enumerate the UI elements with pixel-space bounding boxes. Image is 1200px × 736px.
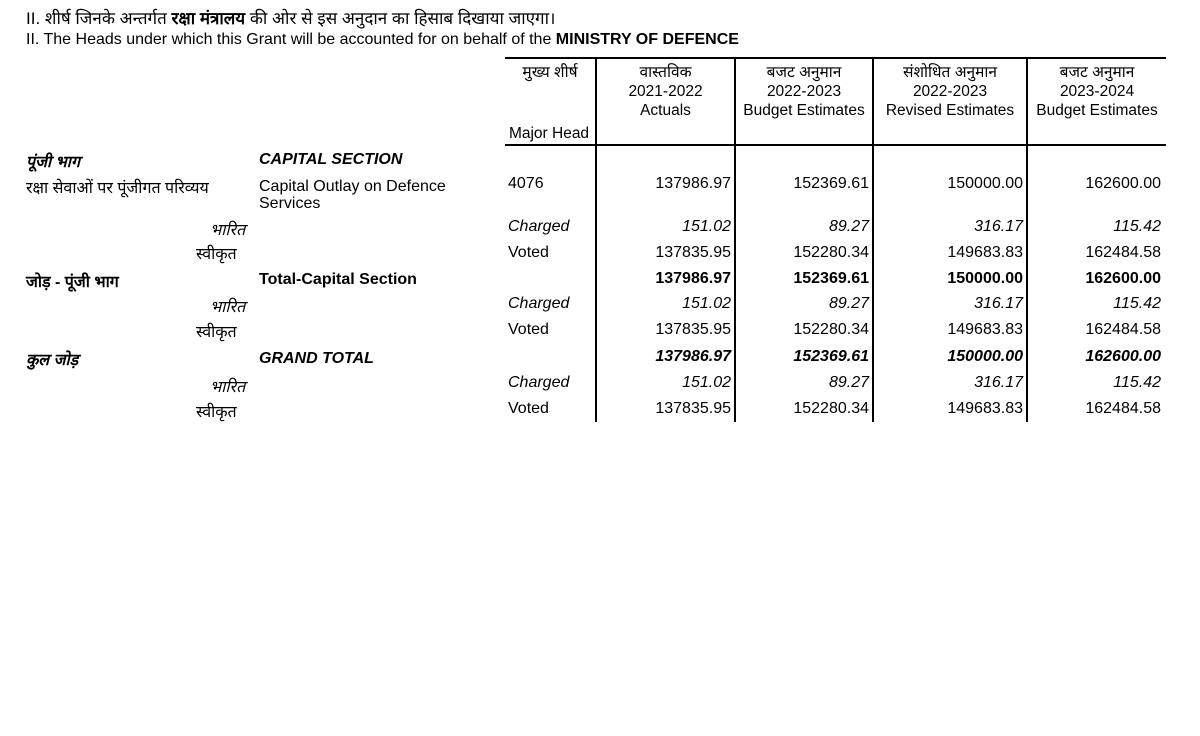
grand-voted-re-2022: 149683.83 (947, 400, 1023, 417)
total-be-2023: 162600.00 (1085, 270, 1161, 287)
outlay-charged-hi: भारित (210, 222, 246, 239)
total-capital-hi: जोड़ - पूंजी भाग (26, 274, 119, 291)
grand-charged-re-2022: 316.17 (974, 374, 1023, 391)
outlay-voted-be-2022: 152280.34 (793, 244, 869, 261)
col-header-en: Actuals (640, 102, 691, 119)
total-voted-hi: स्वीकृत (196, 324, 237, 341)
grand-be-2022: 152369.61 (793, 348, 869, 365)
total-charged-re-2022: 316.17 (974, 295, 1023, 312)
col-header-en: Budget Estimates (743, 102, 865, 119)
outlay-label-hi: रक्षा सेवाओं पर पूंजीगत परिव्यय (26, 180, 209, 197)
outlay-charged-be-2023: 115.42 (1113, 218, 1161, 235)
total-charged-be-2022: 89.27 (828, 295, 869, 312)
total-be-2022: 152369.61 (793, 270, 869, 287)
intro-english-prefix: II. The Heads under which this Grant will be accounted for on behalf of the (26, 31, 556, 48)
total-voted-re-2022: 149683.83 (947, 321, 1023, 338)
grand-charged-hi: भारित (210, 379, 246, 396)
col-header-year: 2022-2023 (766, 83, 842, 100)
col-header-en: Budget Estimates (1036, 102, 1158, 119)
col-header-en: Revised Estimates (885, 102, 1015, 119)
total-charged-be-2023: 115.42 (1113, 295, 1161, 312)
outlay-voted-re-2022: 149683.83 (947, 244, 1023, 261)
outlay-charged-re-2022: 316.17 (974, 218, 1023, 235)
total-voted-actuals: 137835.95 (655, 321, 731, 338)
col-header-year: 2022-2023 (912, 83, 988, 100)
major-head-en: Major Head (508, 125, 590, 142)
col-header-actuals (597, 63, 734, 120)
grand-charged-actuals: 151.02 (682, 374, 731, 391)
total-charged-en: Charged (508, 295, 570, 312)
outlay-label-en-2: Services (259, 195, 321, 212)
intro-hindi-bold: रक्षा मंत्रालय (171, 9, 246, 28)
col-header-year: 2021-2022 (628, 83, 703, 100)
outlay-voted-be-2023: 162484.58 (1085, 244, 1161, 261)
intro-english (26, 31, 739, 49)
total-voted-be-2023: 162484.58 (1085, 321, 1161, 338)
grand-re-2022: 150000.00 (947, 348, 1023, 365)
outlay-charged-actuals: 151.02 (682, 218, 731, 235)
grand-voted-hi: स्वीकृत (196, 404, 237, 421)
col-header-hi: बजट अनुमान (766, 64, 842, 81)
col-header-hi: संशोधित अनुमान (902, 64, 998, 81)
grand-voted-be-2022: 152280.34 (793, 400, 869, 417)
outlay-major-head: 4076 (508, 175, 544, 192)
grand-total-hi: कुल जोड़ (26, 352, 79, 369)
capital-section-hi: पूंजी भाग (26, 154, 80, 171)
grand-be-2023: 162600.00 (1085, 348, 1161, 365)
col-header-hi: वास्तविक (639, 64, 692, 81)
major-head-hi: मुख्य शीर्ष (522, 64, 578, 81)
outlay-label-en-1: Capital Outlay on Defence (259, 178, 446, 195)
total-charged-actuals: 151.02 (682, 295, 731, 312)
intro-english-bold: MINISTRY OF DEFENCE (555, 31, 739, 48)
col-header-be-2022 (736, 63, 872, 120)
total-capital-en: Total-Capital Section (259, 271, 417, 288)
total-voted-be-2022: 152280.34 (793, 321, 869, 338)
intro-hindi-prefix: II. शीर्ष जिनके अन्तर्गत (26, 9, 172, 28)
outlay-charged-en: Charged (508, 218, 570, 235)
outlay-be-2023: 162600.00 (1085, 175, 1161, 192)
outlay-voted-hi: स्वीकृत (196, 246, 237, 263)
total-charged-hi: भारित (210, 299, 246, 316)
table-top-rule (505, 57, 1166, 59)
outlay-voted-en: Voted (508, 244, 549, 261)
grand-total-en: GRAND TOTAL (259, 350, 374, 367)
col-header-be-2023 (1028, 63, 1166, 120)
grand-voted-en: Voted (508, 400, 549, 417)
total-actuals: 137986.97 (655, 270, 731, 287)
grand-voted-be-2023: 162484.58 (1085, 400, 1161, 417)
intro-hindi-suffix: की ओर से इस अनुदान का हिसाब दिखाया जाएगा। (245, 9, 556, 28)
outlay-voted-actuals: 137835.95 (655, 244, 731, 261)
col-header-hi: बजट अनुमान (1059, 64, 1135, 81)
grand-voted-actuals: 137835.95 (655, 400, 731, 417)
total-re-2022: 150000.00 (947, 270, 1023, 287)
outlay-re-2022: 150000.00 (947, 175, 1023, 192)
grand-charged-en: Charged (508, 374, 570, 391)
grand-actuals: 137986.97 (655, 348, 731, 365)
outlay-actuals: 137986.97 (655, 175, 731, 192)
total-voted-en: Voted (508, 321, 549, 338)
table-header-rule (505, 144, 1166, 146)
outlay-be-2022: 152369.61 (793, 175, 869, 192)
outlay-charged-be-2022: 89.27 (828, 218, 869, 235)
col-header-re-2022 (874, 63, 1026, 120)
capital-section-en: CAPITAL SECTION (259, 151, 403, 168)
intro-hindi (26, 6, 555, 29)
grand-charged-be-2022: 89.27 (828, 374, 869, 391)
grand-charged-be-2023: 115.42 (1113, 374, 1161, 391)
col-header-year: 2023-2024 (1059, 83, 1135, 100)
